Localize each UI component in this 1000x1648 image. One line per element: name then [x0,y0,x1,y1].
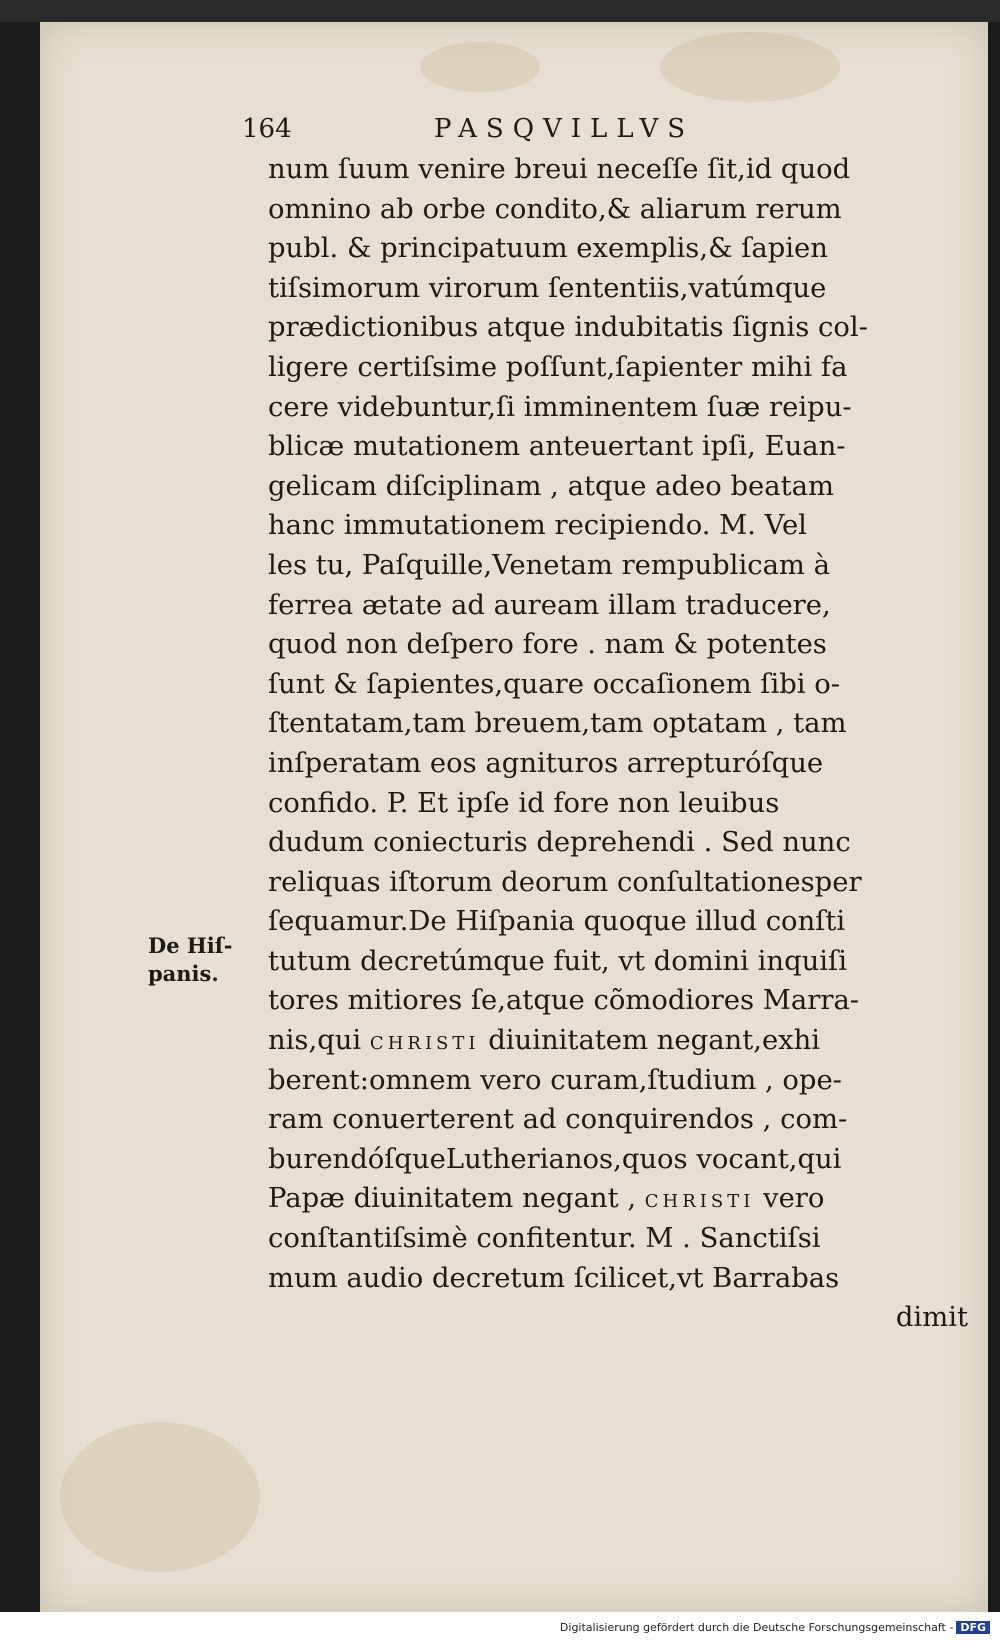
text-line: omnino ab orbe condito,& aliarum rerum [268,193,842,225]
text-line: tiſsimorum virorum ſententiis,vatúmque [268,272,827,304]
digitization-footer [0,1612,1000,1648]
marginal-note-line: panis. [148,961,219,986]
text-line: ſtentatam,tam breuem,tam optatam , tam [268,708,847,740]
text-line: ligere certiſsime poſſunt,ſapienter mihi fa [268,351,848,383]
text-line: les tu, Paſquille,Venetam rempublicam à [268,549,831,581]
dfg-logo: DFG [956,1621,990,1634]
text-line: berent:omnem vero curam,ſtudium , ope- [268,1064,842,1096]
text-line: confido. P. Et ipſe id fore non leuibus [268,787,780,819]
text-line: cere videbuntur,ſi imminentem ſuæ reipu- [268,391,852,423]
scan-background [0,0,1000,22]
paper-stain [660,32,840,102]
text-segment: Papæ diuinitatem negant , [268,1183,645,1215]
text-line: hanc immutationem recipiendo. M. Vel [268,510,807,542]
text-line: ſunt & ſapientes,quare occaſionem ſibi o- [268,668,841,700]
text-line: inſperatam eos agnituros arrepturóſque [268,747,824,779]
text-segment: nis,qui [268,1025,370,1057]
text-line: publ. & principatuum exemplis,& ſapien [268,233,828,265]
text-line: mum audio decretum ſcilicet,vt Barrabas [268,1262,840,1294]
small-caps-word: CHRISTI [644,1191,755,1213]
text-segment: vero [754,1183,825,1215]
text-line: burendóſqueLutherianos,quos vocant,qui [268,1143,842,1175]
text-line [268,1179,968,1219]
paper-stain [60,1422,260,1572]
text-line: reliquas iſtorum deorum conſultationesper [268,866,862,898]
text-line [268,1021,968,1061]
text-line: blicæ mutationem anteuertant ipſi, Euan- [268,431,846,463]
footer-credit [560,1621,990,1634]
page-number: 164 [242,114,292,144]
page-header [242,114,802,154]
text-line: ferrea ætate ad auream illam traducere, [268,589,831,621]
marginal-note-line: De Hiſ- [148,933,233,958]
marginal-note [148,932,244,988]
body-text [268,150,968,1338]
text-line: num ſuum venire breui neceſſe ſit,id quod [268,154,851,185]
small-caps-word: CHRISTI [369,1033,480,1055]
text-line: quod non deſpero fore . nam & potentes [268,629,827,661]
text-line: tores mitiores ſe,atque cõmodiores Marra- [268,985,860,1017]
text-line: conſtantiſsimè confitentur. M . Sanctiſsi [268,1223,821,1255]
text-line: ram conuerterent ad conquirendos , com- [268,1104,848,1136]
text-line: prædictionibus atque indubitatis ſignis col- [268,312,868,344]
catchword: dimit [895,1302,968,1334]
text-segment: diuinitatem negant,exhi [479,1025,821,1057]
text-line: dudum coniecturis deprehendi . Sed nunc [268,827,851,859]
paper-stain [420,42,540,92]
text-line: gelicam diſciplinam , atque adeo beatam [268,470,834,502]
text-line: ſequamur.De Hiſpania quoque illud conſti [268,906,846,938]
text-line: tutum decretúmque fuit, vt domini inquiſi [268,945,847,977]
footer-credit-text: Digitalisierung gefördert durch die Deutsche Forschungsgemeinschaft - [559,1621,954,1634]
running-title: PASQVILLVS [434,114,695,144]
